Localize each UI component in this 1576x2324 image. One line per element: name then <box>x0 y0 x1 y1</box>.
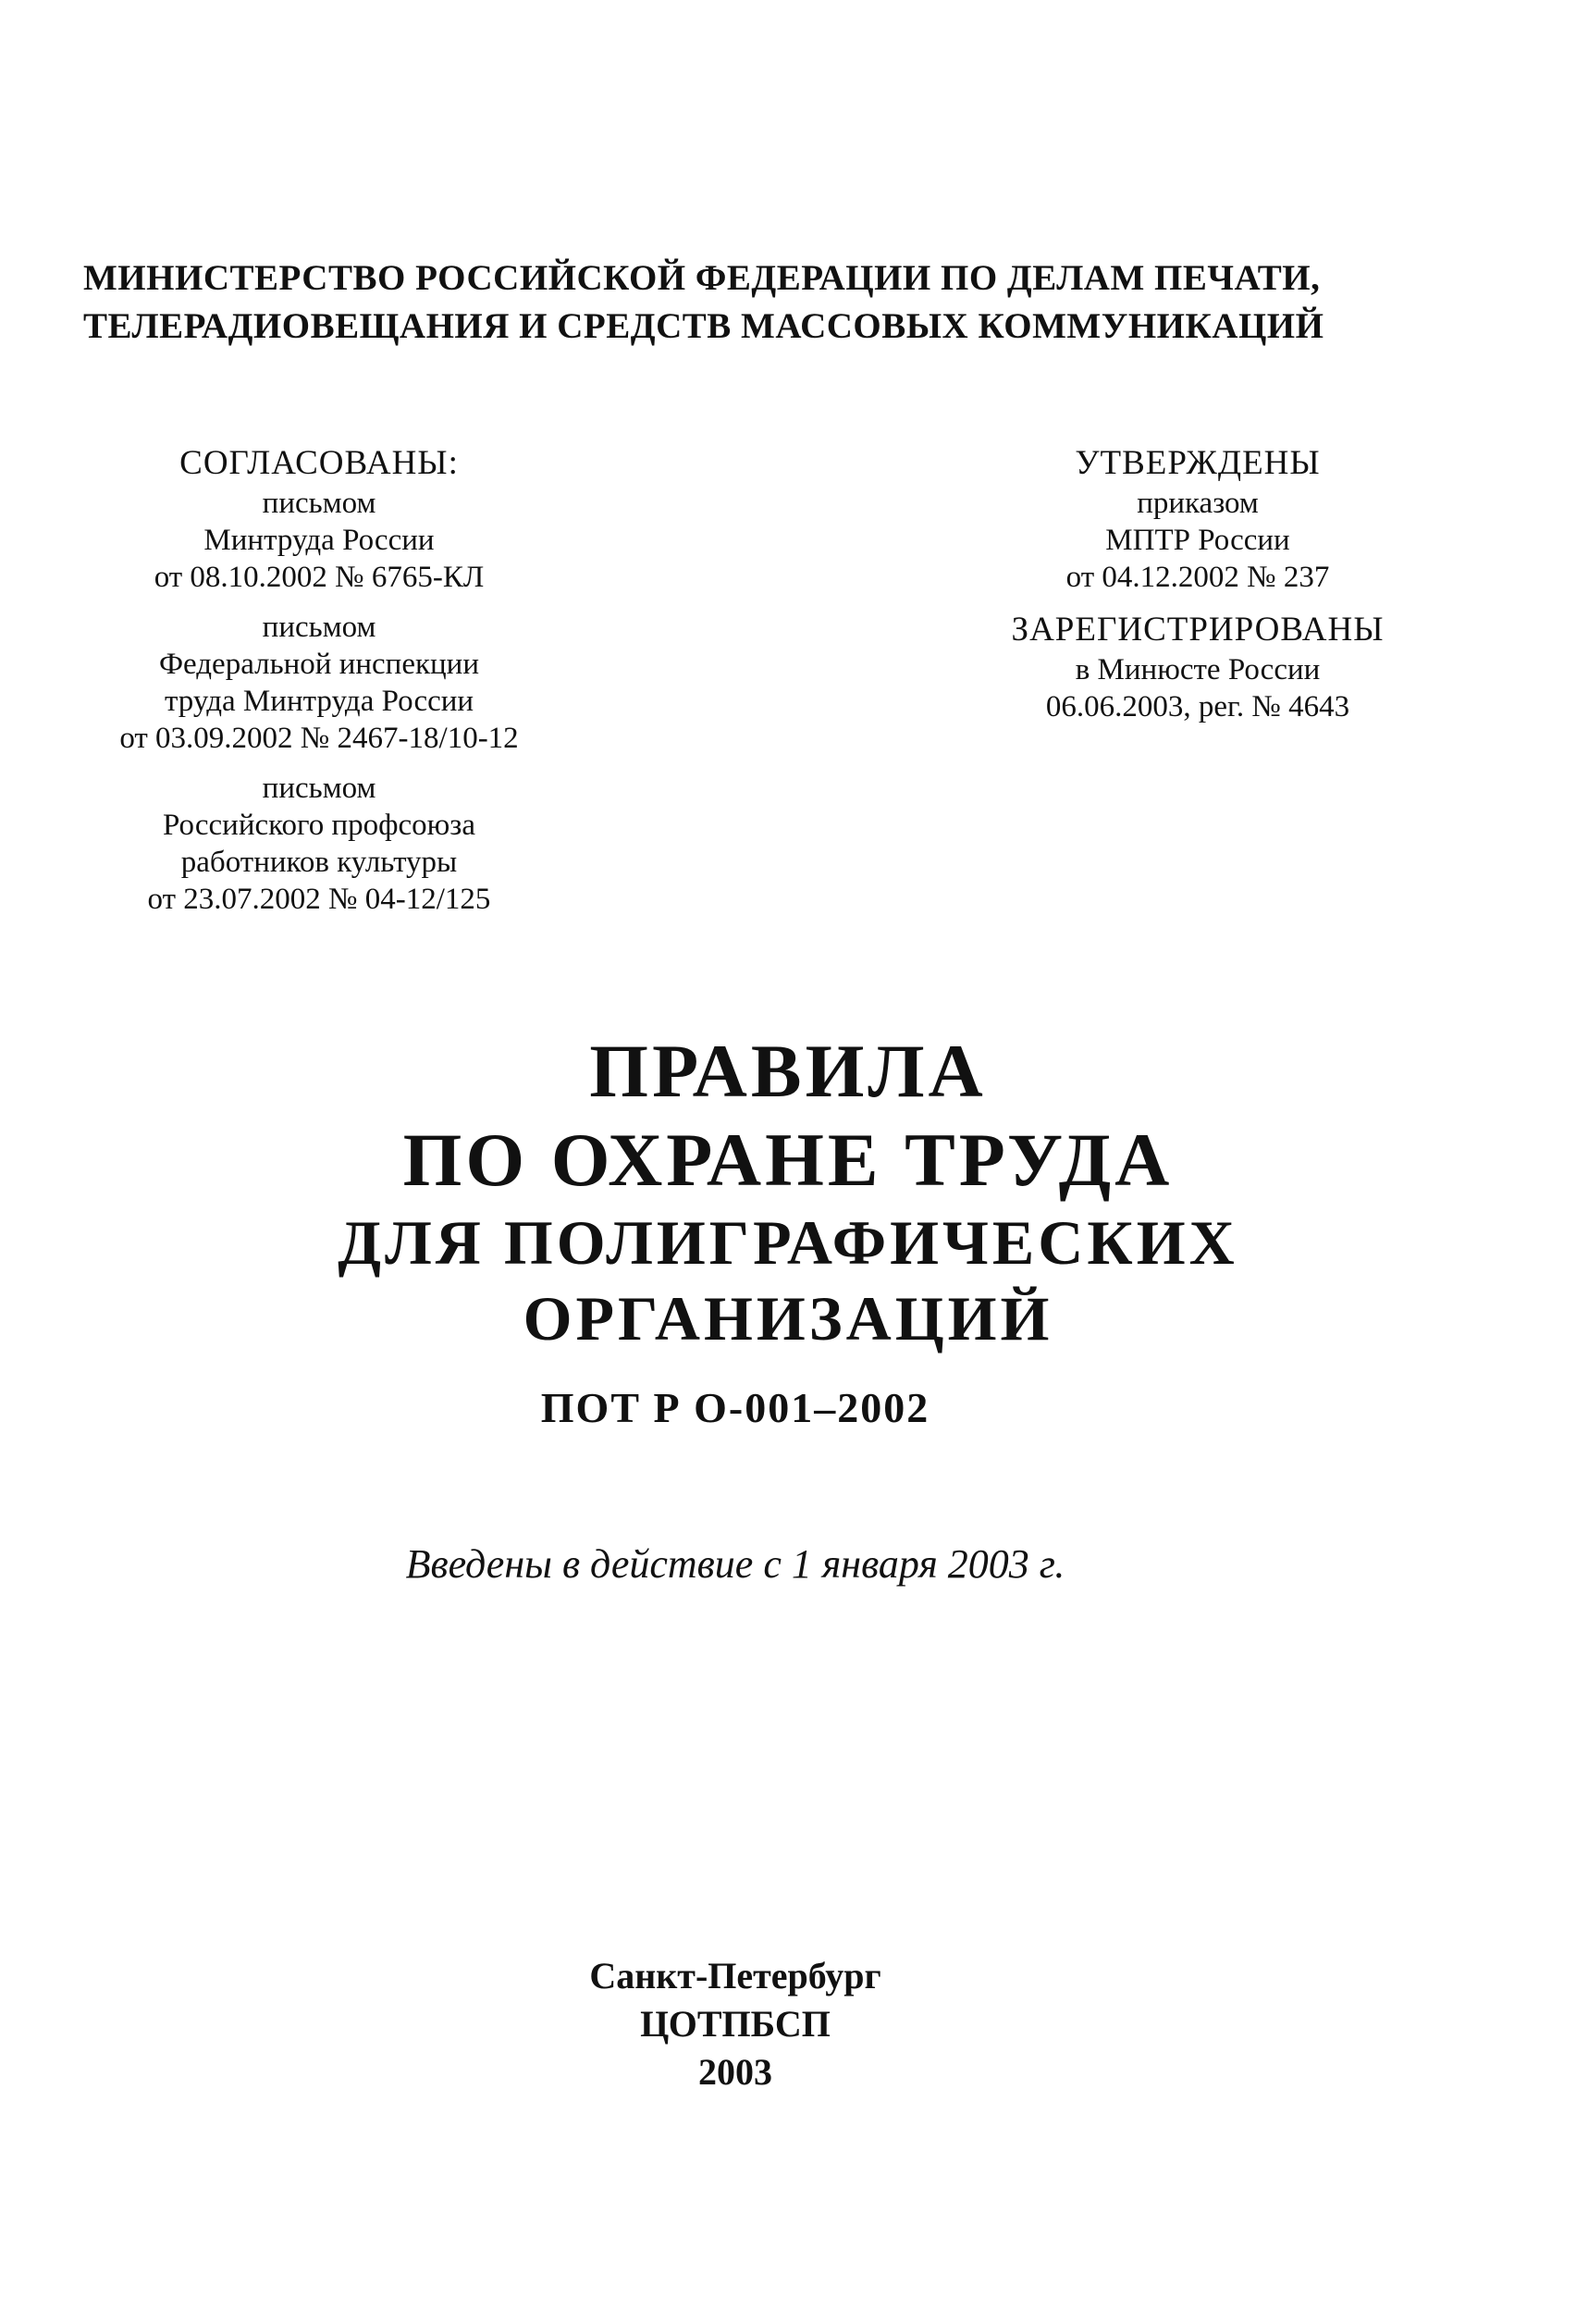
ministry-line-1: МИНИСТЕРСТВО РОССИЙСКОЙ ФЕДЕРАЦИИ ПО ДЕЛАМ ПЕЧАТИ, <box>83 258 1321 298</box>
agreed-letter-3-org-line-1: Российского профсоюза <box>163 809 475 842</box>
title-line-1: ПРАВИЛА <box>589 1029 987 1113</box>
agreed-letter-3-ref: от 23.07.2002 № 04-12/125 <box>147 883 491 916</box>
ministry-header <box>83 254 1526 351</box>
title-line-4: ОРГАНИЗАЦИЙ <box>523 1283 1053 1354</box>
effective-date: Введены в действие с 1 января 2003 г. <box>405 1541 1065 1587</box>
agreed-heading: СОГЛАСОВАНЫ: <box>179 444 459 482</box>
registered-heading: ЗАРЕГИСТРИРОВАНЫ <box>1011 611 1385 649</box>
approved-org: МПТР России <box>1105 524 1290 557</box>
title-line-3: ДЛЯ ПОЛИГРАФИЧЕСКИХ <box>338 1207 1238 1278</box>
publisher-block <box>0 1952 1471 2096</box>
registered-ref: 06.06.2003, рег. № 4643 <box>1045 690 1350 723</box>
publisher-city: Санкт-Петербург <box>589 1955 881 1996</box>
document-title <box>0 1027 1576 1356</box>
agreed-block <box>88 442 550 918</box>
registered-org: в Минюсте России <box>1075 653 1321 686</box>
publisher-org: ЦОТПБСП <box>640 2003 831 2045</box>
publisher-year: 2003 <box>698 2051 772 2093</box>
ministry-line-2: ТЕЛЕРАДИОВЕЩАНИЯ И СРЕДСТВ МАССОВЫХ КОММУНИКАЦИЙ <box>83 306 1324 346</box>
agreed-letter-3-org-line-2: работников культуры <box>180 846 458 879</box>
agreed-letter-2-org-line-2: труда Минтруда России <box>164 685 474 718</box>
agreed-letter-1-org: Минтруда России <box>203 524 435 557</box>
title-line-2: ПО ОХРАНЕ ТРУДА <box>402 1118 1174 1202</box>
agreed-letter-2-ref: от 03.09.2002 № 2467-18/10-12 <box>119 722 519 755</box>
approved-heading: УТВЕРЖДЕНЫ <box>1075 444 1321 482</box>
approved-block <box>939 442 1457 725</box>
agreed-letter-2-kind: письмом <box>262 611 376 644</box>
document-code: ПОТ Р О-001–2002 <box>540 1384 930 1431</box>
agreed-letter-3-kind: письмом <box>262 772 376 805</box>
approved-ref: от 04.12.2002 № 237 <box>1065 561 1330 594</box>
approved-kind: приказом <box>1137 487 1259 520</box>
agreed-letter-1-ref: от 08.10.2002 № 6765-КЛ <box>154 561 485 594</box>
agreed-letter-1-kind: письмом <box>262 487 376 520</box>
agreed-letter-2-org-line-1: Федеральной инспекции <box>158 648 480 681</box>
